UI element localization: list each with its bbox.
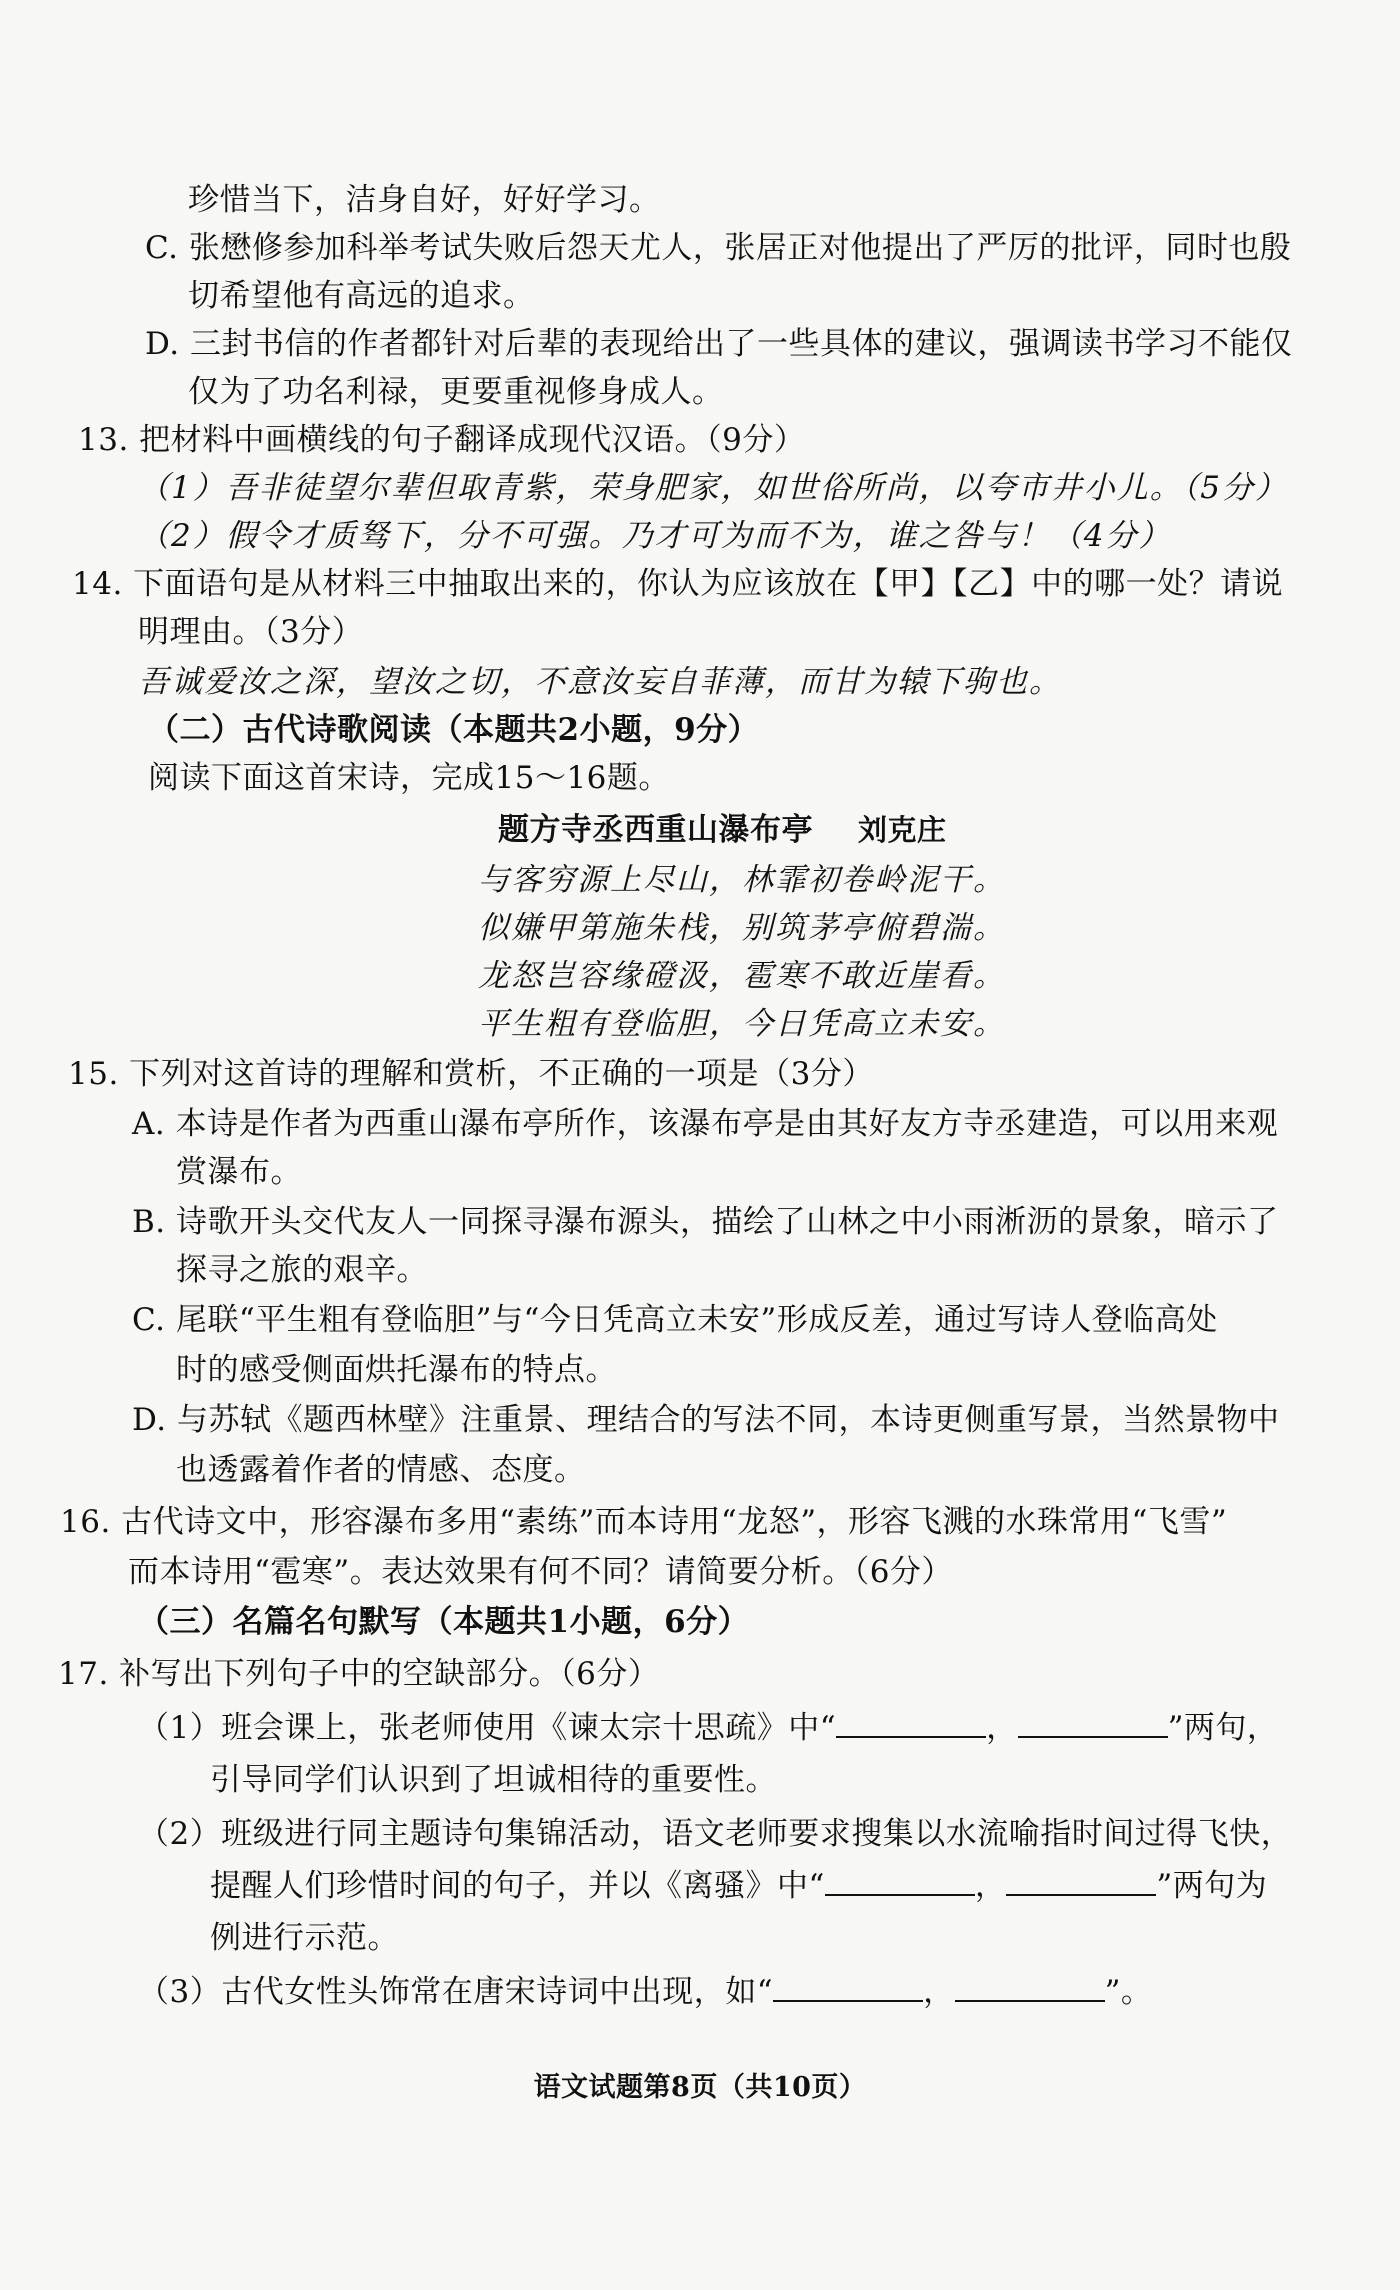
poem-author: 刘克庄 <box>858 813 947 847</box>
q17-part1-comma: ， <box>986 1710 1018 1746</box>
page-footer: 语文试题第8页（共10页） <box>533 2072 867 2103</box>
q13-sentence-2: （2）假令才质驽下，分不可强。乃才可为而不为，谁之咎与！（4分） <box>138 518 1172 554</box>
q15-option-a-line2: 赏瀑布。 <box>176 1154 302 1190</box>
q16-line2: 而本诗用“雹寒”。表达效果有何不同？请简要分析。（6分） <box>128 1554 953 1590</box>
q15-option-a-line1: A. 本诗是作者为西重山瀑布亭所作，该瀑布亭是由其好友方寺丞建造，可以用来观 <box>132 1106 1279 1142</box>
q17-part1-line2: 引导同学们认识到了坦诚相待的重要性。 <box>210 1762 777 1798</box>
q17-part2-comma: ， <box>974 1868 1007 1904</box>
q12-option-d-line2: 仅为了功名利禄，更要重视修身成人。 <box>188 374 724 410</box>
q17-part2-line2 <box>210 1866 1267 1906</box>
q15-option-c-line2: 时的感受侧面烘托瀑布的特点。 <box>176 1352 617 1388</box>
q17-part3-comma: ， <box>923 1974 955 2010</box>
q14-quote: 吾诚爱汝之深，望汝之切，不意汝妄自菲薄，而甘为辕下驹也。 <box>138 664 1062 700</box>
q17-part3-line1 <box>138 1972 1152 2012</box>
q15-option-d-line2: 也透露着作者的情感、态度。 <box>176 1452 586 1488</box>
q12-option-c-line1: C. 张懋修参加科举考试失败后怨天尤人，张居正对他提出了严厉的批评，同时也殷 <box>145 230 1292 266</box>
q17-part1-prefix: （1）班会课上，张老师使用《谏太宗十思疏》中“ <box>138 1710 837 1746</box>
q17-part2-prefix: 提醒人们珍惜时间的句子，并以《离骚》中“ <box>210 1868 825 1904</box>
poem-line-2: 似嫌甲第施朱栈，别筑茅亭俯碧湍。 <box>478 910 1006 946</box>
q12-option-d-line1: D. 三封书信的作者都针对后辈的表现给出了一些具体的建议，强调读书学习不能仅 <box>145 326 1293 362</box>
poem-line-3: 龙怒岂容缘磴汲，雹寒不敢近崖看。 <box>478 958 1006 994</box>
poem-line-1: 与客穷源上尽山，林霏初卷岭泥干。 <box>478 862 1006 898</box>
q17-part2-suffix: ”两句为 <box>1156 1868 1268 1904</box>
section3-heading: （三）名篇名句默写（本题共1小题，6分） <box>138 1604 750 1640</box>
q17-part2-line3: 例进行示范。 <box>210 1920 399 1956</box>
q17-part1-blank-2[interactable] <box>1018 1710 1168 1738</box>
q17-part2-blank-1[interactable] <box>825 1868 975 1896</box>
q17-part2-blank-2[interactable] <box>1006 1868 1156 1896</box>
q15-stem: 15. 下列对这首诗的理解和赏析，不正确的一项是（3分） <box>68 1056 874 1092</box>
q17-stem: 17. 补写出下列句子中的空缺部分。（6分） <box>58 1656 660 1692</box>
q13-stem: 13. 把材料中画横线的句子翻译成现代汉语。（9分） <box>78 422 806 458</box>
poem-line-4: 平生粗有登临胆，今日凭高立未安。 <box>478 1006 1006 1042</box>
q15-option-d-line1: D. 与苏轼《题西林壁》注重景、理结合的写法不同，本诗更侧重写景，当然景物中 <box>132 1402 1280 1438</box>
q17-part1-suffix: ”两句， <box>1167 1710 1279 1746</box>
q15-option-c-line1: C. 尾联“平生粗有登临胆”与“今日凭高立未安”形成反差，通过写诗人登临高处 <box>132 1302 1218 1338</box>
q14-stem-line2: 明理由。（3分） <box>138 614 364 650</box>
q17-part3-prefix: （3）古代女性头饰常在唐宋诗词中出现，如“ <box>138 1974 774 2010</box>
q17-part3-blank-2[interactable] <box>955 1974 1105 2002</box>
q17-part3-blank-1[interactable] <box>773 1974 923 2002</box>
q14-stem-line1: 14. 下面语句是从材料三中抽取出来的，你认为应该放在【甲】【乙】中的哪一处？请说 <box>72 566 1284 602</box>
q12-option-b-cont: 珍惜当下，洁身自好，好好学习。 <box>188 182 661 218</box>
section2-intro: 阅读下面这首宋诗，完成15～16题。 <box>148 760 670 796</box>
poem-title: 题方寺丞西重山瀑布亭 <box>498 812 813 848</box>
section2-heading: （二）古代诗歌阅读（本题共2小题，9分） <box>148 712 760 748</box>
q15-option-b-line1: B. 诗歌开头交代友人一同探寻瀑布源头，描绘了山林之中小雨淅沥的景象，暗示了 <box>132 1204 1279 1240</box>
q17-part1-blank-1[interactable] <box>836 1710 986 1738</box>
q17-part2-line1: （2）班级进行同主题诗句集锦活动，语文老师要求搜集以水流喻指时间过得飞快， <box>138 1816 1293 1852</box>
q16-line1: 16. 古代诗文中，形容瀑布多用“素练”而本诗用“龙怒”，形容飞溅的水珠常用“飞雪” <box>60 1504 1228 1540</box>
q13-sentence-1: （1）吾非徒望尔辈但取青紫，荣身肥家，如世俗所尚，以夸市井小儿。（5分） <box>138 470 1288 506</box>
q12-option-c-line2: 切希望他有高远的追求。 <box>188 278 535 314</box>
q17-part3-suffix: ”。 <box>1104 1974 1153 2010</box>
q17-part1-line1 <box>138 1708 1278 1748</box>
q15-option-b-line2: 探寻之旅的艰辛。 <box>176 1252 428 1288</box>
